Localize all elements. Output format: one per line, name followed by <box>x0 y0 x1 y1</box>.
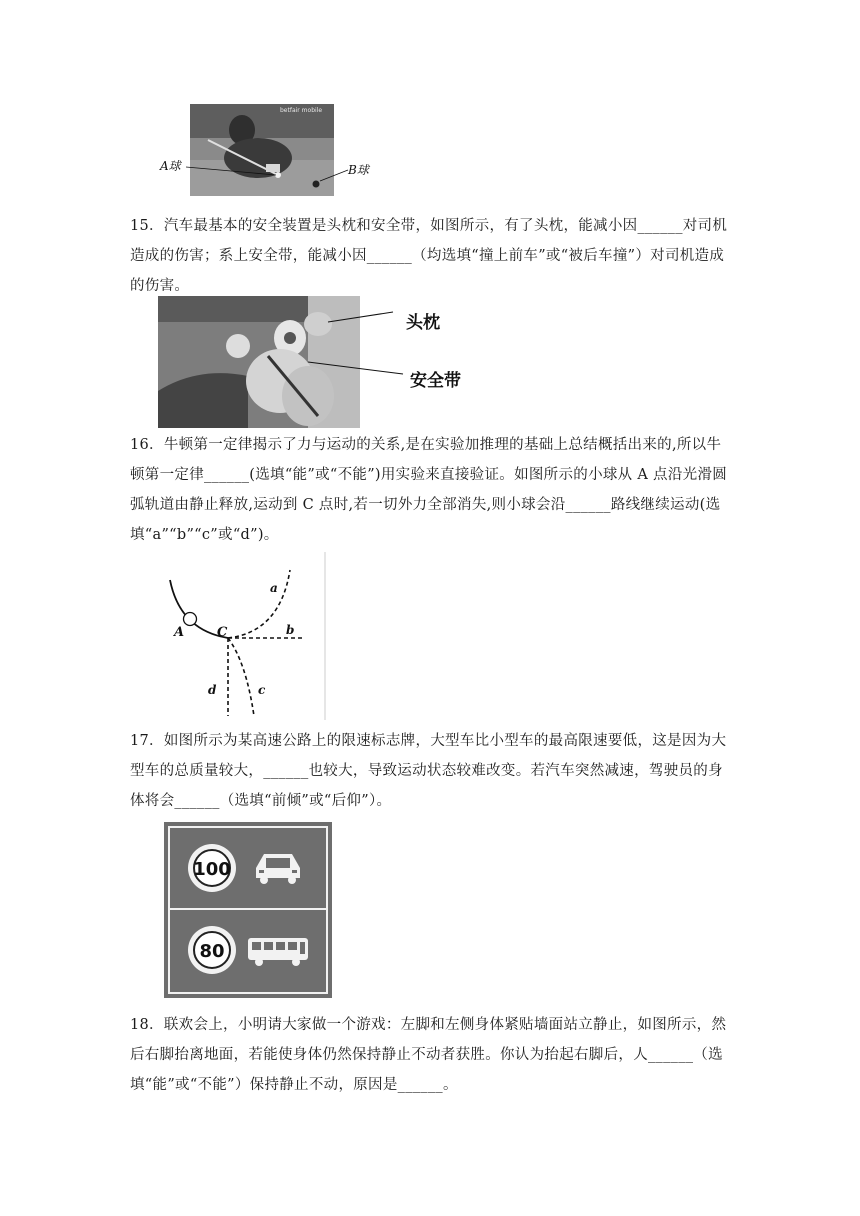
billiards-photo <box>158 100 398 200</box>
label-path-d: d <box>208 683 217 697</box>
car-speed-limit: 100 <box>193 859 231 880</box>
question-16 <box>130 430 730 550</box>
banner-text: betfair mobile <box>280 107 323 114</box>
label-headrest: 头枕 <box>406 313 440 333</box>
billiards-figure <box>158 100 398 200</box>
label-seatbelt: 安全带 <box>410 371 461 391</box>
car-safety-photo <box>158 296 488 428</box>
label-path-c: c <box>258 683 266 697</box>
label-path-a: a <box>270 581 278 595</box>
track-figure <box>162 552 330 722</box>
speed-sign-figure <box>164 822 332 998</box>
question-18 <box>130 1010 730 1100</box>
label-ball-a: A球 <box>160 159 181 173</box>
label-point-a: A <box>174 625 185 640</box>
ball <box>184 613 197 626</box>
question-15 <box>130 211 730 301</box>
question-16-text: 16．牛顿第一定律揭示了力与运动的关系,是在实验加推理的基础上总结概括出来的,所以牛顿第一定律______(选填“能”或“不能”)用实验来直接验证。如图所示的小球从 A 点沿光滑圆弧轨道由静止释放,运动到 C 点时,若一切外力全部消失,则小球会沿______路线继续运动(选填“a”“b”“c”或“d”)。 <box>130 437 728 543</box>
path-a <box>228 570 290 638</box>
ball-b <box>313 181 320 188</box>
track-diagram <box>162 552 330 722</box>
label-ball-b: B球 <box>348 163 369 177</box>
car-safety-figure <box>158 296 488 428</box>
question-18-text: 18．联欢会上，小明请大家做一个游戏：左脚和左侧身体紧贴墙面站立静止，如图所示，然后右脚抬离地面，若能使身体仍然保持静止不动者获胜。你认为抬起右脚后，人______（选填“能”或“不能”）保持静止不动，原因是______。 <box>130 1017 727 1093</box>
question-17 <box>130 726 730 816</box>
path-c <box>228 638 254 716</box>
label-point-c: C <box>217 625 228 640</box>
bus-speed-limit: 80 <box>199 941 225 962</box>
question-15-text: 15．汽车最基本的安全装置是头枕和安全带，如图所示，有了头枕，能减小因______对司机造成的伤害；系上安全带，能减小因______（均选填“撞上前车”或“被后车撞”）对司机造成的伤害。 <box>130 218 728 294</box>
label-path-b: b <box>286 623 295 637</box>
question-17-text: 17．如图所示为某高速公路上的限速标志牌，大型车比小型车的最高限速要低，这是因为大型车的总质量较大，______也较大，导致运动状态较难改变。若汽车突然减速，驾驶员的身体将会______（选填“前倾”或“后仰”）。 <box>130 733 727 809</box>
speed-limit-sign <box>164 822 332 998</box>
